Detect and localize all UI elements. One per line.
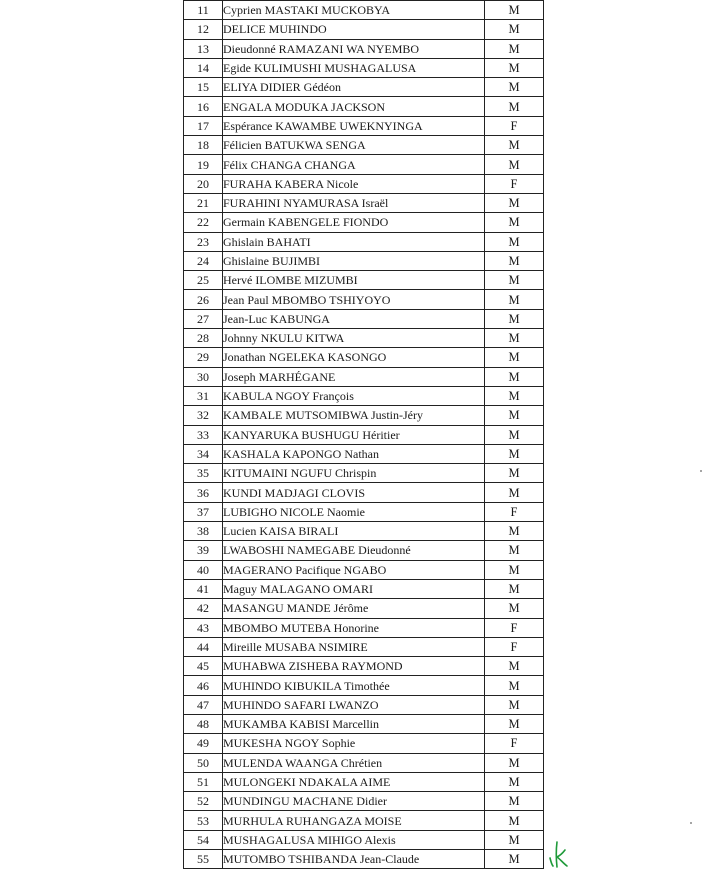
participant-sex: M — [485, 753, 544, 772]
participant-sex: M — [485, 599, 544, 618]
row-number: 14 — [184, 58, 223, 77]
participant-sex: M — [485, 695, 544, 714]
table-row — [184, 1, 544, 20]
table-row — [184, 444, 544, 463]
table-row — [184, 97, 544, 116]
table-row — [184, 271, 544, 290]
table-row — [184, 502, 544, 521]
row-number: 52 — [184, 792, 223, 811]
row-number: 24 — [184, 251, 223, 270]
table-row — [184, 232, 544, 251]
row-number: 42 — [184, 599, 223, 618]
participant-sex: M — [485, 772, 544, 791]
participant-name: Lucien KAISA BIRALI — [223, 522, 485, 541]
participant-name: Félicien BATUKWA SENGA — [223, 136, 485, 155]
row-number: 33 — [184, 425, 223, 444]
participant-name: MUKESHA NGOY Sophie — [223, 734, 485, 753]
row-number: 54 — [184, 830, 223, 849]
participant-sex: M — [485, 367, 544, 386]
participant-name: KAMBALE MUTSOMIBWA Justin-Jéry — [223, 406, 485, 425]
row-number: 44 — [184, 637, 223, 656]
participant-sex: M — [485, 657, 544, 676]
table-row — [184, 657, 544, 676]
participant-name: MUSHAGALUSA MIHIGO Alexis — [223, 830, 485, 849]
participant-name: Félix CHANGA CHANGA — [223, 155, 485, 174]
table-row — [184, 637, 544, 656]
table-row — [184, 483, 544, 502]
table-row — [184, 155, 544, 174]
participant-name: Hervé ILOMBE MIZUMBI — [223, 271, 485, 290]
table-row — [184, 290, 544, 309]
row-number: 25 — [184, 271, 223, 290]
participant-sex: M — [485, 560, 544, 579]
participant-name: Germain KABENGELE FIONDO — [223, 213, 485, 232]
row-number: 41 — [184, 579, 223, 598]
table-row — [184, 116, 544, 135]
row-number: 32 — [184, 406, 223, 425]
participant-sex: F — [485, 734, 544, 753]
table-row — [184, 522, 544, 541]
participant-name: Egide KULIMUSHI MUSHAGALUSA — [223, 58, 485, 77]
row-number: 35 — [184, 464, 223, 483]
participant-sex: F — [485, 502, 544, 521]
participant-sex: M — [485, 444, 544, 463]
participant-sex: M — [485, 579, 544, 598]
table-row — [184, 367, 544, 386]
participant-name: FURAHINI NYAMURASA Israël — [223, 193, 485, 212]
participant-name: KITUMAINI NGUFU Chrispin — [223, 464, 485, 483]
row-number: 34 — [184, 444, 223, 463]
table-row — [184, 734, 544, 753]
participant-sex: M — [485, 676, 544, 695]
row-number: 43 — [184, 618, 223, 637]
row-number: 22 — [184, 213, 223, 232]
participant-name: Jean-Luc KABUNGA — [223, 309, 485, 328]
table-row — [184, 78, 544, 97]
participant-name: Dieudonné RAMAZANI WA NYEMBO — [223, 39, 485, 58]
table-row — [184, 618, 544, 637]
row-number: 13 — [184, 39, 223, 58]
participant-name: DELICE MUHINDO — [223, 20, 485, 39]
participant-sex: F — [485, 637, 544, 656]
participant-sex: M — [485, 792, 544, 811]
participant-sex: M — [485, 425, 544, 444]
participant-name: KABULA NGOY François — [223, 386, 485, 405]
participant-name: Mireille MUSABA NSIMIRE — [223, 637, 485, 656]
table-row — [184, 348, 544, 367]
participant-sex: M — [485, 309, 544, 328]
participant-name: FURAHA KABERA Nicole — [223, 174, 485, 193]
participant-name: MULENDA WAANGA Chrétien — [223, 753, 485, 772]
handwritten-initials-icon — [547, 838, 569, 868]
row-number: 30 — [184, 367, 223, 386]
table-row — [184, 714, 544, 733]
table-row — [184, 579, 544, 598]
participant-name: MUKAMBA KABISI Marcellin — [223, 714, 485, 733]
participant-sex: M — [485, 232, 544, 251]
participant-sex: F — [485, 174, 544, 193]
table-row — [184, 599, 544, 618]
row-number: 47 — [184, 695, 223, 714]
participant-name: Jean Paul MBOMBO TSHIYOYO — [223, 290, 485, 309]
table-row — [184, 174, 544, 193]
participants-table-body — [184, 1, 544, 869]
participant-sex: M — [485, 97, 544, 116]
participant-sex: M — [485, 271, 544, 290]
table-row — [184, 39, 544, 58]
row-number: 50 — [184, 753, 223, 772]
participant-name: LWABOSHI NAMEGABE Dieudonné — [223, 541, 485, 560]
table-row — [184, 676, 544, 695]
participant-sex: M — [485, 522, 544, 541]
participant-name: Maguy MALAGANO OMARI — [223, 579, 485, 598]
participant-sex: M — [485, 850, 544, 869]
row-number: 11 — [184, 1, 223, 20]
participants-table — [183, 0, 544, 869]
row-number: 53 — [184, 811, 223, 830]
table-row — [184, 193, 544, 212]
participant-sex: M — [485, 830, 544, 849]
row-number: 27 — [184, 309, 223, 328]
row-number: 15 — [184, 78, 223, 97]
participant-name: LUBIGHO NICOLE Naomie — [223, 502, 485, 521]
participant-sex: F — [485, 116, 544, 135]
participant-name: MURHULA RUHANGAZA MOISE — [223, 811, 485, 830]
table-row — [184, 213, 544, 232]
row-number: 36 — [184, 483, 223, 502]
row-number: 31 — [184, 386, 223, 405]
participant-name: Ghislain BAHATI — [223, 232, 485, 251]
participant-sex: M — [485, 78, 544, 97]
row-number: 51 — [184, 772, 223, 791]
participant-sex: F — [485, 618, 544, 637]
participant-name: Ghislaine BUJIMBI — [223, 251, 485, 270]
participant-sex: M — [485, 193, 544, 212]
row-number: 20 — [184, 174, 223, 193]
row-number: 40 — [184, 560, 223, 579]
participant-name: MAGERANO Pacifique NGABO — [223, 560, 485, 579]
participant-sex: M — [485, 541, 544, 560]
participant-sex: M — [485, 464, 544, 483]
participant-sex: M — [485, 213, 544, 232]
participant-name: MUHINDO KIBUKILA Timothée — [223, 676, 485, 695]
scan-speck — [690, 822, 692, 824]
participant-name: MUHINDO SAFARI LWANZO — [223, 695, 485, 714]
table-row — [184, 251, 544, 270]
participant-sex: M — [485, 386, 544, 405]
participant-sex: M — [485, 329, 544, 348]
table-row — [184, 695, 544, 714]
table-row — [184, 406, 544, 425]
row-number: 17 — [184, 116, 223, 135]
row-number: 48 — [184, 714, 223, 733]
participant-name: Jonathan NGELEKA KASONGO — [223, 348, 485, 367]
participant-name: ENGALA MODUKA JACKSON — [223, 97, 485, 116]
table-row — [184, 136, 544, 155]
table-row — [184, 792, 544, 811]
participant-name: KUNDI MADJAGI CLOVIS — [223, 483, 485, 502]
table-row — [184, 464, 544, 483]
participant-name: MUHABWA ZISHEBA RAYMOND — [223, 657, 485, 676]
row-number: 38 — [184, 522, 223, 541]
participant-name: Cyprien MASTAKI MUCKOBYA — [223, 1, 485, 20]
participant-sex: M — [485, 155, 544, 174]
row-number: 29 — [184, 348, 223, 367]
participant-sex: M — [485, 714, 544, 733]
scan-speck — [700, 470, 702, 472]
row-number: 55 — [184, 850, 223, 869]
participant-name: KASHALA KAPONGO Nathan — [223, 444, 485, 463]
row-number: 49 — [184, 734, 223, 753]
row-number: 46 — [184, 676, 223, 695]
table-row — [184, 830, 544, 849]
participant-name: Espérance KAWAMBE UWEKNYINGA — [223, 116, 485, 135]
row-number: 23 — [184, 232, 223, 251]
participant-sex: M — [485, 251, 544, 270]
row-number: 45 — [184, 657, 223, 676]
row-number: 39 — [184, 541, 223, 560]
participant-name: MUNDINGU MACHANE Didier — [223, 792, 485, 811]
table-row — [184, 772, 544, 791]
participant-sex: M — [485, 20, 544, 39]
participant-sex: M — [485, 1, 544, 20]
row-number: 18 — [184, 136, 223, 155]
table-row — [184, 329, 544, 348]
table-row — [184, 58, 544, 77]
row-number: 37 — [184, 502, 223, 521]
table-row — [184, 560, 544, 579]
table-row — [184, 850, 544, 869]
participant-sex: M — [485, 290, 544, 309]
participant-name: Joseph MARHÉGANE — [223, 367, 485, 386]
participant-name: KANYARUKA BUSHUGU Héritier — [223, 425, 485, 444]
participant-sex: M — [485, 811, 544, 830]
table-row — [184, 309, 544, 328]
row-number: 19 — [184, 155, 223, 174]
participant-sex: M — [485, 406, 544, 425]
table-row — [184, 753, 544, 772]
row-number: 28 — [184, 329, 223, 348]
row-number: 21 — [184, 193, 223, 212]
table-row — [184, 541, 544, 560]
participant-sex: M — [485, 58, 544, 77]
participant-sex: M — [485, 136, 544, 155]
participant-name: MUTOMBO TSHIBANDA Jean-Claude — [223, 850, 485, 869]
participant-name: MASANGU MANDE Jérôme — [223, 599, 485, 618]
participant-sex: M — [485, 483, 544, 502]
participant-name: MULONGEKI NDAKALA AIME — [223, 772, 485, 791]
table-row — [184, 425, 544, 444]
participant-name: ELIYA DIDIER Gédéon — [223, 78, 485, 97]
participant-name: MBOMBO MUTEBA Honorine — [223, 618, 485, 637]
table-row — [184, 20, 544, 39]
participant-sex: M — [485, 39, 544, 58]
row-number: 12 — [184, 20, 223, 39]
participant-name: Johnny NKULU KITWA — [223, 329, 485, 348]
row-number: 16 — [184, 97, 223, 116]
participant-sex: M — [485, 348, 544, 367]
table-row — [184, 386, 544, 405]
row-number: 26 — [184, 290, 223, 309]
table-row — [184, 811, 544, 830]
